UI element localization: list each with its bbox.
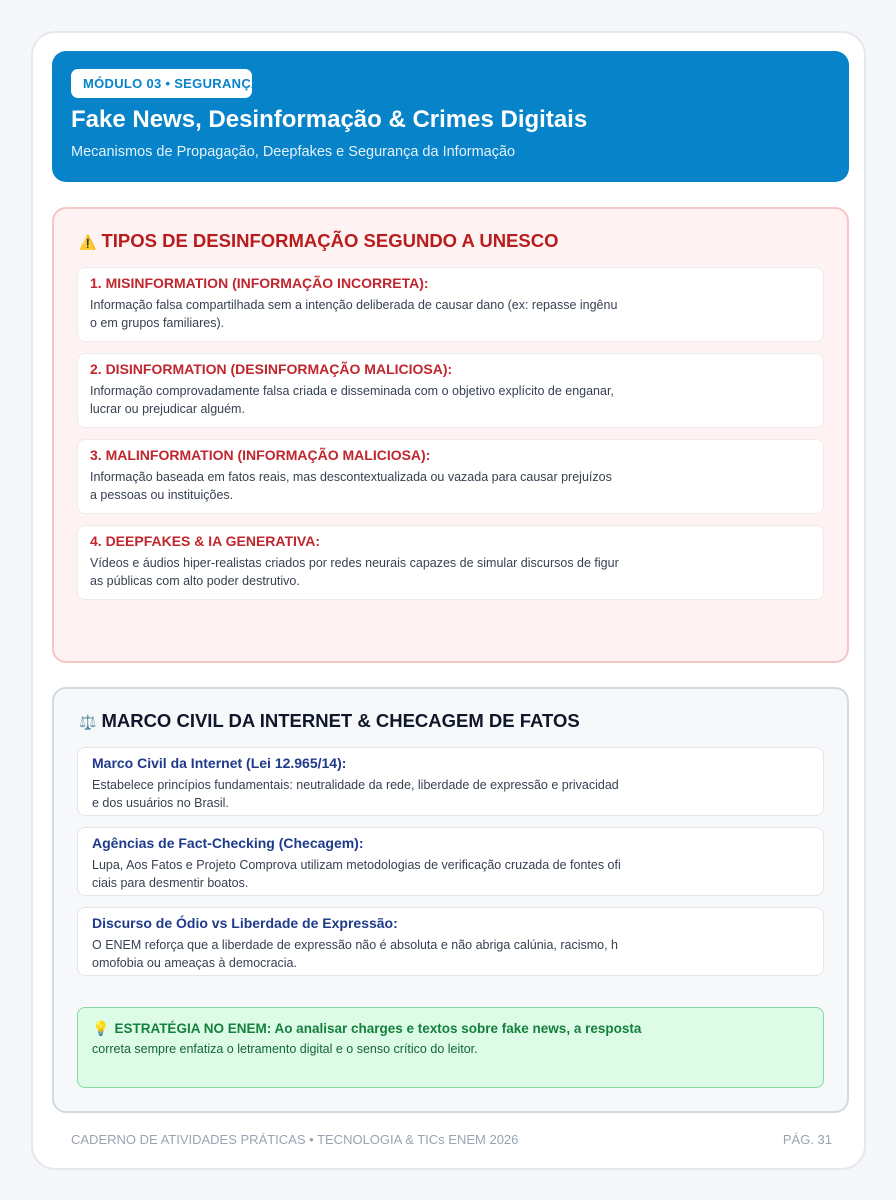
warning-icon: ⚠️ (79, 235, 98, 251)
unesco-card-malinformation (77, 439, 824, 514)
card-title: 4. DEEPFAKES & IA GENERATIVA: (90, 533, 320, 549)
marco-card-lei (77, 747, 824, 816)
card-text: Vídeos e áudios hiper-realistas criados por redes neurais capazes de simular discursos de figuras públicas com alto poder destrutivo. (90, 556, 619, 588)
unesco-section-title (79, 230, 559, 252)
page-number: PÁG. 31 (782, 1132, 832, 1147)
unesco-section (52, 207, 849, 663)
footer-caption: CADERNO DE ATIVIDADES PRÁTICAS • TECNOLOGIA & TICs ENEM 2026 (71, 1132, 519, 1147)
enem-strategy-tip (77, 1007, 824, 1088)
tip-line-2: correta sempre enfatiza o letramento digital e o senso crítico do leitor. (92, 1042, 478, 1056)
marco-civil-section (52, 687, 849, 1113)
scales-icon: ⚖️ (79, 715, 98, 731)
module-header (52, 51, 849, 182)
card-title: Agências de Fact-Checking (Checagem): (92, 835, 364, 851)
marco-section-title (79, 710, 580, 732)
card-text: Informação falsa compartilhada sem a intenção deliberada de causar dano (ex: repasse ingênuo em grupos familiares). (90, 298, 618, 330)
module-badge: MÓDULO 03 • SEGURANÇA DIGITAL (71, 69, 252, 98)
unesco-card-deepfakes (77, 525, 824, 600)
marco-card-discurso-odio (77, 907, 824, 976)
tip-line-1 (92, 1021, 809, 1037)
card-title: Discurso de Ódio vs Liberdade de Expressão: (92, 915, 398, 931)
card-title: 2. DISINFORMATION (DESINFORMAÇÃO MALICIOSA): (90, 361, 453, 377)
page-title: Fake News, Desinformação & Crimes Digitais (71, 106, 588, 133)
marco-title-text: MARCO CIVIL DA INTERNET & CHECAGEM DE FATOS (101, 710, 580, 731)
card-text: Lupa, Aos Fatos e Projeto Comprova utilizam metodologias de verificação cruzada de fontes oficiais para desmentir boatos. (92, 858, 621, 890)
card-title: 3. MALINFORMATION (INFORMAÇÃO MALICIOSA): (90, 447, 431, 463)
page-sheet (31, 31, 866, 1170)
marco-card-fact-checking (77, 827, 824, 896)
lightbulb-icon: 💡 (92, 1021, 111, 1037)
unesco-card-disinformation (77, 353, 824, 428)
card-text: Informação comprovadamente falsa criada e disseminada com o objetivo explícito de enganar, lucrar ou prejudicar alguém. (90, 384, 614, 416)
unesco-card-misinformation (77, 267, 824, 342)
card-title: Marco Civil da Internet (Lei 12.965/14): (92, 755, 347, 771)
page-subtitle: Mecanismos de Propagação, Deepfakes e Segurança da Informação (71, 144, 516, 160)
tip-line-1-text: ESTRATÉGIA NO ENEM: Ao analisar charges e textos sobre fake news, a resposta (114, 1021, 642, 1036)
card-text: Informação baseada em fatos reais, mas descontextualizada ou vazada para causar prejuízos a pessoas ou instituições. (90, 470, 612, 502)
card-text: Estabelece princípios fundamentais: neutralidade da rede, liberdade de expressão e privacidade dos usuários no Brasil. (92, 778, 619, 810)
unesco-title-text: TIPOS DE DESINFORMAÇÃO SEGUNDO A UNESCO (101, 230, 559, 251)
card-title: 1. MISINFORMATION (INFORMAÇÃO INCORRETA): (90, 275, 429, 291)
card-text: O ENEM reforça que a liberdade de expressão não é absoluta e não abriga calúnia, racismo, homofobia ou ameaças à democracia. (92, 938, 619, 970)
